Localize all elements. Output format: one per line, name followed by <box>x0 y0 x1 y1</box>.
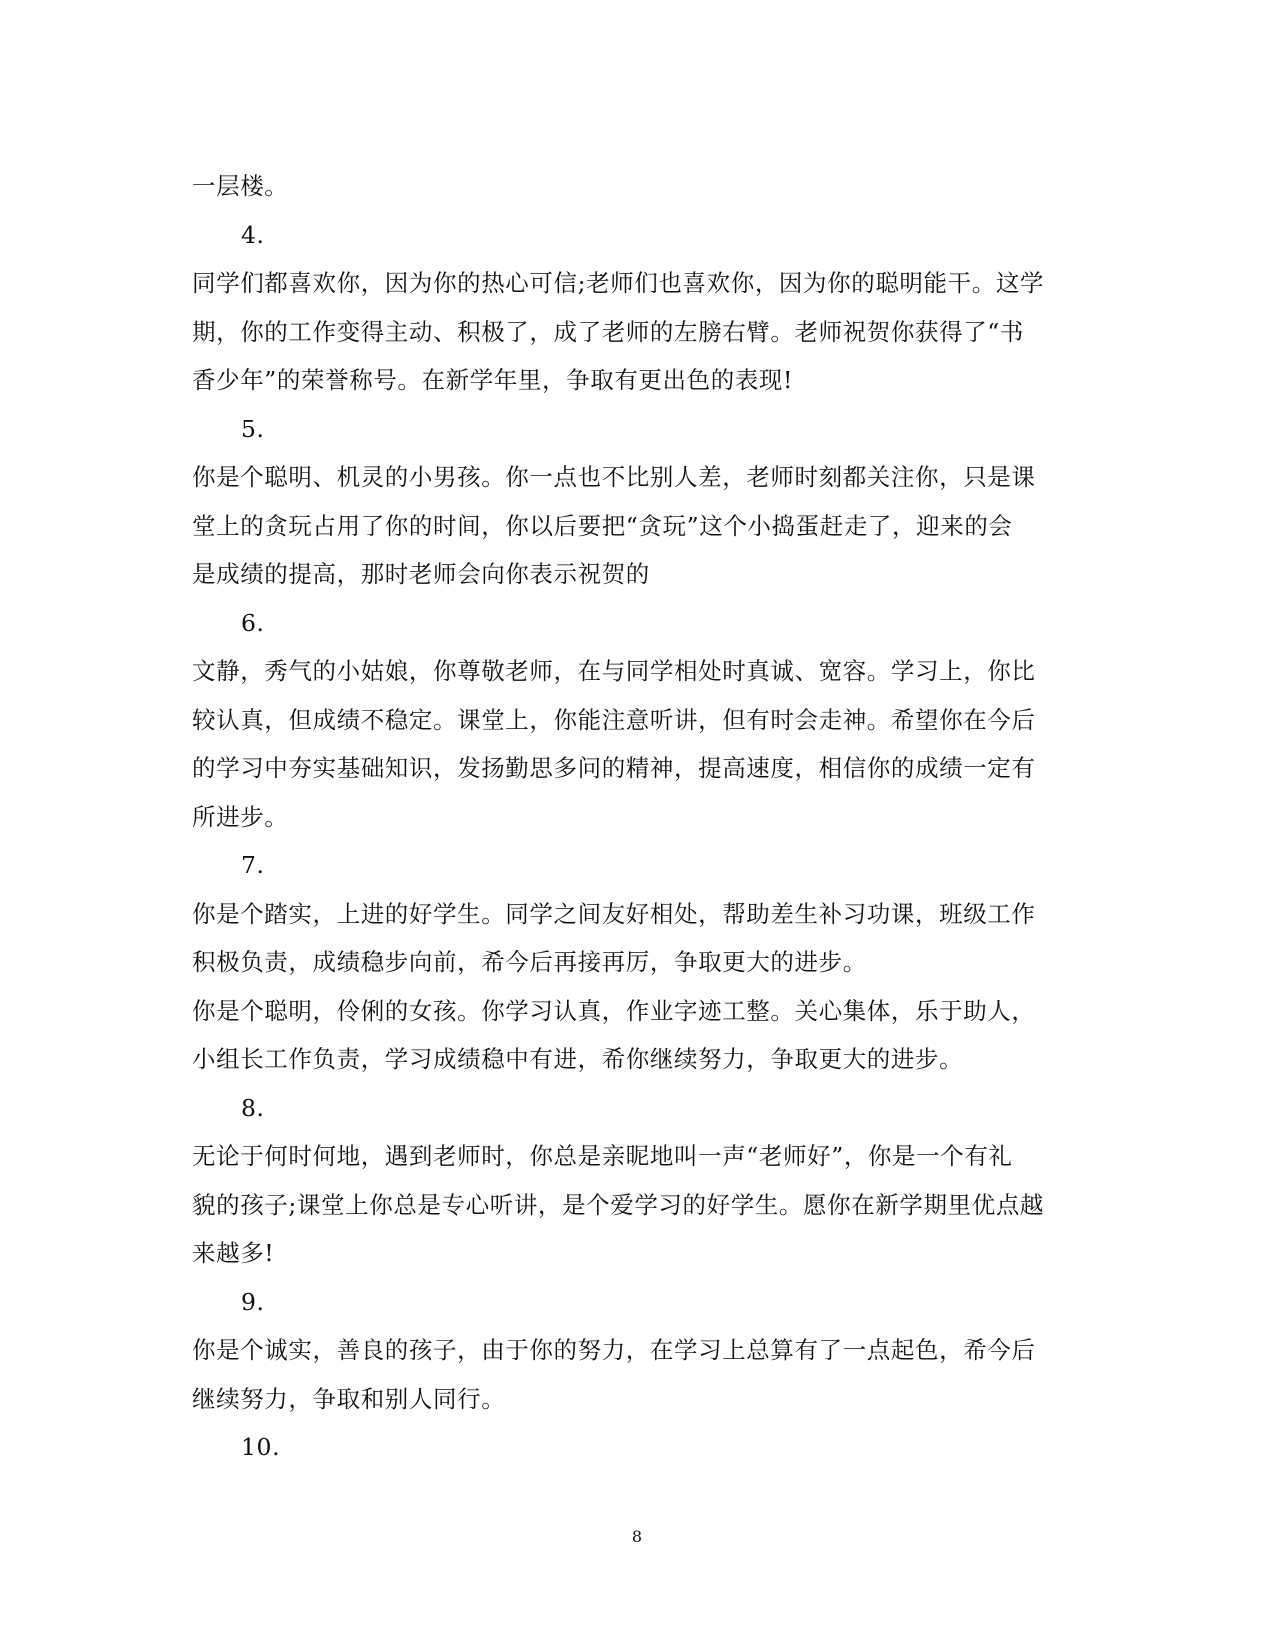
item-number-label: 8. <box>241 1093 265 1122</box>
item-number-label: 6. <box>241 608 265 637</box>
text-line: 同学们都喜欢你，因为你的热心可信;老师们也喜欢你，因为你的聪明能干。这学 <box>192 269 1045 297</box>
text-line: 是成绩的提高，那时老师会向你表示祝贺的 <box>192 560 650 588</box>
text-line: 你是个聪明、机灵的小男孩。你一点也不比别人差，老师时刻都关注你，只是课 <box>192 463 1036 491</box>
comment-paragraph <box>192 453 1092 599</box>
text-line: 你是个聪明，伶俐的女孩。你学习认真，作业字迹工整。关心集体，乐于助人， <box>192 996 1036 1025</box>
item-number <box>192 1084 1092 1133</box>
document-body <box>192 162 1092 1472</box>
comment-paragraph <box>192 987 1092 1084</box>
item-number <box>192 405 1092 454</box>
item-number <box>192 841 1092 890</box>
text-line: 小组长工作负责，学习成绩稳中有进，希你继续努力，争取更大的进步。 <box>192 1045 964 1073</box>
text-line: 无论于何时何地，遇到老师时，你总是亲昵地叫一声“老师好”，你是一个有礼 <box>192 1142 1013 1170</box>
text-line: 较认真，但成绩不稳定。课堂上，你能注意听讲，但有时会走神。希望你在今后 <box>192 705 1036 734</box>
item-number-label: 10. <box>241 1433 281 1461</box>
text-line: 你是个踏实，上进的好学生。同学之间友好相处，帮助差生补习功课，班级工作 <box>192 899 1036 928</box>
item-number <box>192 599 1092 648</box>
item-number-label: 4. <box>241 220 265 249</box>
text-line: 堂上的贪玩占用了你的时间，你以后要把“贪玩”这个小捣蛋赶走了，迎来的会 <box>192 511 1013 540</box>
text-line: 来越多! <box>192 1239 275 1267</box>
text-line: 的学习中夯实基础知识，发扬勤思多问的精神，提高速度，相信你的成绩一定有 <box>192 754 1036 782</box>
comment-paragraph <box>192 890 1092 987</box>
text-line: 貌的孩子;课堂上你总是专心听讲，是个爱学习的好学生。愿你在新学期里优点越 <box>192 1190 1045 1219</box>
text-line: 所进步。 <box>192 802 289 831</box>
text-line: 香少年”的荣誉称号。在新学年里，争取有更出色的表现! <box>192 366 794 394</box>
text-line: 文静，秀气的小姑娘，你尊敬老师，在与同学相处时真诚、宽容。学习上，你比 <box>192 657 1036 685</box>
comment-paragraph <box>192 162 1092 211</box>
text-line: 积极负责，成绩稳步向前，希今后再接再厉，争取更大的进步。 <box>192 948 867 976</box>
item-number <box>192 1423 1092 1472</box>
text-line: 你是个诚实，善良的孩子，由于你的努力，在学习上总算有了一点起色，希今后 <box>192 1336 1036 1364</box>
item-number-label: 7. <box>241 851 265 879</box>
text-line: 一层楼。 <box>192 172 289 200</box>
item-number <box>192 211 1092 260</box>
item-number-label: 9. <box>241 1287 265 1316</box>
page-number: 8 <box>631 1527 643 1546</box>
item-number-label: 5. <box>241 414 265 443</box>
comment-paragraph <box>192 1326 1092 1423</box>
comment-paragraph <box>192 647 1092 841</box>
text-line: 继续努力，争取和别人同行。 <box>192 1384 506 1413</box>
text-line: 期，你的工作变得主动、积极了，成了老师的左膀右臂。老师祝贺你获得了“书 <box>192 317 1025 346</box>
comment-paragraph <box>192 1132 1092 1278</box>
comment-paragraph <box>192 259 1092 405</box>
item-number <box>192 1278 1092 1327</box>
